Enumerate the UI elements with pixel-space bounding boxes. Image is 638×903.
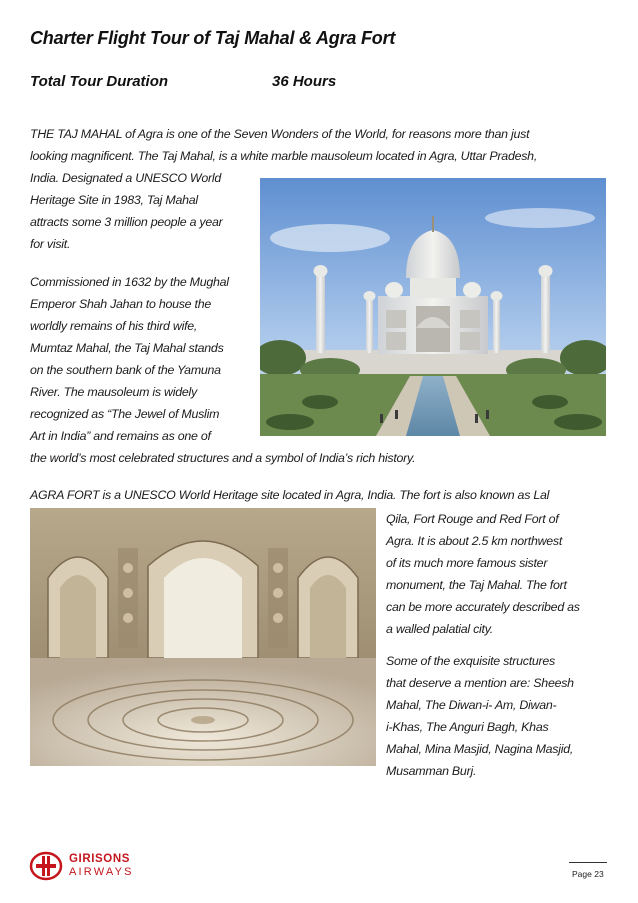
fort-intro [30,484,549,506]
logo-text-bottom: AIRWAYS [69,866,134,878]
logo-text-top: GIRISONS [69,853,131,865]
text-line: India. Designated a UNESCO World [30,171,222,185]
text-line: recognized as “The Jewel of Muslim [30,407,220,421]
text-line: monument, the Taj Mahal. The fort [386,578,567,592]
text-line: on the southern bank of the Yamuna [30,363,221,377]
taj-mahal-photo [260,178,606,436]
text-line: for visit. [30,237,71,251]
text-line: River. The mausoleum is widely [30,385,197,399]
agra-fort-illustration [30,508,376,766]
text-line: Musamman Burj. [386,764,477,778]
text-line: Mahal, Mina Masjid, Nagina Masjid, [386,742,574,756]
text-line: Heritage Site in 1983, Taj Mahal [30,193,198,207]
text-line: Art in India” and remains as one of [30,429,211,443]
text-line: Qila, Fort Rouge and Red Fort of [386,512,559,526]
text-line: Some of the exquisite structures [386,654,555,668]
text-line: can be more accurately described as [386,600,580,614]
duration-label: Total Tour Duration [30,73,169,90]
text-line: attracts some 3 million people a year [30,215,223,229]
page-title: Charter Flight Tour of Taj Mahal & Agra Fort [30,28,396,48]
text-line: i-Khas, The Anguri Bagh, Khas [386,720,549,734]
text-line: THE TAJ MAHAL of Agra is one of the Seven Wonders of the World, for reasons more than just [30,127,530,141]
text-line: of its much more famous sister [386,556,548,570]
text-line: Emperor Shah Jahan to house the [30,297,211,311]
text-line: Agra. It is about 2.5 km northwest [386,534,563,548]
text-line: the world’s most celebrated structures and a symbol of India’s rich history. [30,451,416,465]
text-line: Mumtaz Mahal, the Taj Mahal stands [30,341,224,355]
text-line: that deserve a mention are: Sheesh [386,676,574,690]
text-line: a walled palatial city. [386,622,493,636]
fort-paragraph-2 [386,650,574,782]
taj-mahal-illustration [260,178,606,436]
girisons-airways-logo [29,851,143,881]
logo-emblem-icon [29,851,63,881]
agra-fort-photo [30,508,376,766]
text-line: AGRA FORT is a UNESCO World Heritage site located in Agra, India. The fort is also known as Lal [30,488,550,502]
page-number-rule [569,862,607,863]
text-line: worldly remains of his third wife, [30,319,198,333]
fort-paragraph-1 [386,508,580,640]
text-line: Commissioned in 1632 by the Mughal [30,275,229,289]
text-line: looking magnificent. The Taj Mahal, is a white marble mausoleum located in Agra, Uttar Pradesh, [30,149,538,163]
text-line: Mahal, The Diwan-i- Am, Diwan- [386,698,557,712]
page-number: Page 23 [572,869,604,879]
duration-value: 36 Hours [272,73,337,90]
